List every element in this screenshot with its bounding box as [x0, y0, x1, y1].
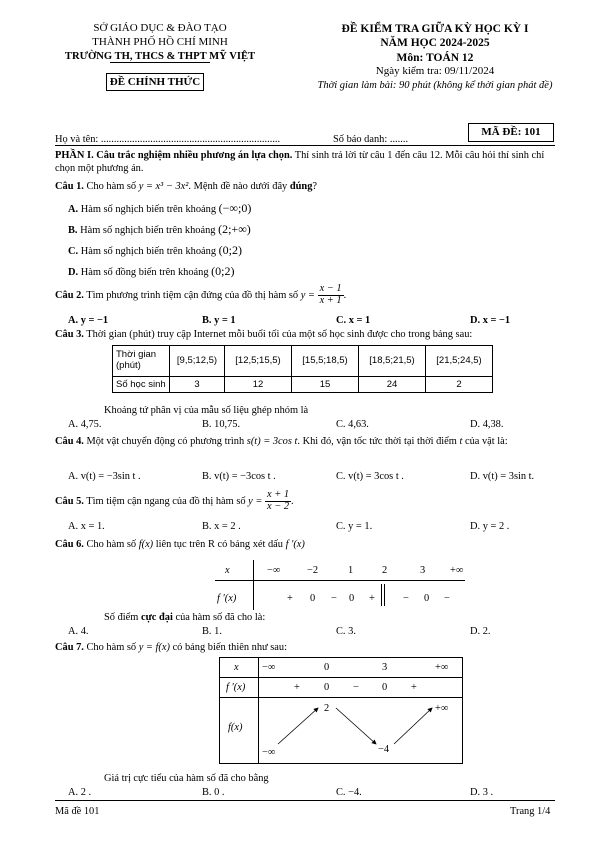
q6-sign: +	[369, 593, 375, 604]
q7-sign: 0	[382, 682, 388, 693]
arrow-up	[278, 708, 318, 744]
q6-option-b[interactable]: B. 1.	[202, 626, 222, 637]
q7-text: Cho hàm số	[83, 642, 139, 653]
q7-label: Câu 7.	[55, 642, 84, 653]
q7-formula: y = f(x)	[138, 642, 170, 653]
q1-formula: y = x³ − 3x²	[138, 181, 189, 192]
q3-label: Câu 3.	[55, 329, 84, 340]
q4-option-c[interactable]: C. v(t) = 3cos t .	[336, 471, 404, 482]
arrow-down	[336, 708, 376, 744]
q7-sign: −	[353, 682, 359, 693]
table-row	[113, 346, 493, 377]
q7-sign: +	[411, 682, 417, 693]
table-cell: Thời gian (phút)	[113, 346, 170, 377]
q1-option-b[interactable]: B. Hàm số nghịch biến trên khoảng (2;+∞)	[68, 222, 251, 236]
table-cell: [12,5;15,5)	[225, 346, 292, 377]
q1-text: Cho hàm số	[83, 181, 139, 192]
q4-text: Một vật chuyển động có phương trình	[83, 436, 247, 447]
table-cell: 24	[359, 377, 426, 393]
table-row	[113, 377, 493, 393]
q2-option-d[interactable]: D. x = −1	[470, 315, 511, 326]
exam-title: ĐỀ KIỂM TRA GIỮA KỲ HỌC KỲ I	[341, 23, 529, 35]
footer-exam-code: Mã đề 101	[55, 806, 100, 817]
q7-f-value: −∞	[262, 747, 276, 758]
q6-x-value: −2	[307, 565, 319, 576]
q7-x-value: +∞	[435, 662, 449, 673]
q3-text: Thời gian (phút) truy cập Internet mỗi buổi tối của một số học sinh được cho trong bảng sau:	[83, 329, 473, 340]
q7-f-value: −4	[378, 744, 390, 755]
exam-date: Ngày kiểm tra: 09/11/2024	[375, 65, 495, 78]
q4-option-a[interactable]: A. v(t) = −3sin t .	[68, 471, 141, 482]
q6-sign: −	[444, 593, 450, 604]
subject: Môn: TOÁN 12	[396, 51, 474, 64]
q6-x-value: −∞	[267, 565, 281, 576]
q7-option-a[interactable]: A. 2 .	[68, 787, 92, 798]
q2-option-b[interactable]: B. y = 1	[202, 315, 236, 326]
q7-sign: 0	[324, 682, 330, 693]
q5-option-a[interactable]: A. x = 1.	[68, 521, 105, 532]
q6-option-a[interactable]: A. 4.	[68, 626, 89, 637]
q6-x-value: 2	[382, 565, 388, 576]
q7-sign: +	[294, 682, 300, 693]
q7-followup: Giá trị cực tiểu của hàm số đã cho bằng	[104, 773, 269, 784]
school-name: TRƯỜNG TH, THCS & THPT MỸ VIỆT	[64, 50, 256, 62]
q4-label: Câu 4.	[55, 436, 84, 447]
q5-option-b[interactable]: B. x = 2 .	[202, 521, 241, 532]
q7-f-value: +∞	[435, 703, 449, 714]
q6-fpx: f ′(x)	[285, 539, 305, 550]
table-cell: [9,5;12,5)	[170, 346, 225, 377]
q4-t: t	[459, 436, 463, 447]
q5-option-d[interactable]: D. y = 2 .	[470, 521, 510, 532]
q7-text-b: có bảng biến thiên như sau:	[169, 642, 287, 653]
table-cell: 12	[225, 377, 292, 393]
school-year: NĂM HỌC 2024-2025	[380, 37, 490, 50]
q4-text-c: của vật là:	[462, 436, 508, 447]
q6-sign: 0	[310, 593, 316, 604]
table-cell: 15	[292, 377, 359, 393]
q7-option-b[interactable]: B. 0 .	[202, 787, 225, 798]
table-cell: 2	[426, 377, 493, 393]
part1-instruction: Thí sinh trả lời từ câu 1 đến câu 12. Mỗi câu hỏi thí sinh chỉ chọn một phương án.	[55, 150, 545, 174]
q6-label: Câu 6.	[55, 539, 84, 550]
q4-formula: s(t) = 3cos t	[246, 436, 298, 447]
q3-option-d[interactable]: D. 4,38.	[470, 419, 504, 430]
q6-fx: f(x)	[138, 539, 154, 550]
q7-f-value: 2	[324, 703, 330, 714]
q6-sign: +	[287, 593, 293, 604]
q3-option-a[interactable]: A. 4,75.	[68, 419, 102, 430]
q7-arrows	[220, 698, 462, 762]
q6-x-value: 1	[348, 565, 354, 576]
q6-fp-label: f ′(x)	[217, 593, 237, 604]
footer-page-number: Trang 1/4	[510, 806, 551, 817]
city-name: THÀNH PHỐ HỒ CHÍ MINH	[92, 35, 228, 48]
table-cell: [15,5;18,5)	[292, 346, 359, 377]
q2-text: Tìm phương trình tiệm cận đứng của đồ thị hàm số	[83, 289, 301, 301]
arrow-up	[394, 708, 432, 744]
exam-duration: Thời gian làm bài: 90 phút (không kể thời gian phát đề)	[317, 79, 553, 91]
q1-option-d[interactable]: D. Hàm số đồng biến trên khoảng (0;2)	[68, 264, 235, 278]
q3-frequency-table	[112, 345, 493, 393]
q6-sign: −	[403, 593, 409, 604]
q6-undefined-bar	[381, 584, 382, 606]
q1-text-c: ?	[312, 181, 318, 192]
q6-sign: −	[331, 593, 337, 604]
q6-followup: Số điểm cực đại của hàm số đã cho là:	[104, 612, 266, 623]
q1-option-a[interactable]: A. Hàm số nghịch biến trên khoảng (−∞;0)	[68, 201, 252, 215]
q3-option-b[interactable]: B. 10,75.	[202, 419, 241, 430]
q5-label: Câu 5.	[55, 495, 84, 507]
q1-label: Câu 1.	[55, 181, 84, 192]
q6-text: Cho hàm số	[83, 539, 139, 550]
q2-option-c[interactable]: C. x = 1	[336, 315, 371, 326]
q6-sign: 0	[424, 593, 430, 604]
q6-undefined-bar	[384, 584, 385, 606]
q7-fp-label: f ′(x)	[226, 682, 246, 693]
footer-rule	[55, 800, 555, 801]
q3-option-c[interactable]: C. 4,63.	[336, 419, 369, 430]
q1-option-c[interactable]: C. Hàm số nghịch biến trên khoảng (0;2)	[68, 243, 242, 257]
header-divider	[110, 62, 210, 63]
q7-x-value: 0	[324, 662, 330, 673]
q6-text-b: liên tục trên R có bảng xét dấu	[153, 539, 286, 550]
q6-x-value: +∞	[450, 565, 464, 576]
q1-text-b: . Mệnh đề nào dưới đây	[188, 181, 290, 192]
q4-option-b[interactable]: B. v(t) = −3cos t .	[202, 471, 276, 482]
q2-y: y =	[300, 289, 315, 301]
q5-fraction: $\frac{x + 1}{x - 2}$	[267, 489, 290, 512]
q4-text-b: . Khi đó, vận tốc tức thời tại thời điểm	[297, 436, 460, 447]
q7-f-label: f(x)	[228, 722, 243, 733]
exam-code-box: MÃ ĐỀ: 101	[468, 123, 554, 142]
part1-title: PHẦN I. Câu trắc nghiệm nhiều phương án lựa chọn.	[55, 150, 293, 161]
q1-emphasis: đúng	[289, 181, 313, 192]
q7-option-d[interactable]: D. 3 .	[470, 787, 494, 798]
q6-option-d[interactable]: D. 2.	[470, 626, 491, 637]
q5-y: y =	[248, 495, 263, 507]
q6-x-label: x	[225, 565, 230, 576]
q7-variation-table	[219, 657, 463, 764]
official-label: ĐỀ CHÍNH THỨC	[106, 73, 204, 91]
department-name: SỞ GIÁO DỤC & ĐÀO TẠO	[93, 22, 227, 34]
q5-option-c[interactable]: C. y = 1.	[336, 521, 373, 532]
student-name-field: Họ và tên: .....................................................................	[55, 134, 281, 145]
table-cell: [21,5;24,5)	[426, 346, 493, 377]
q2-option-a[interactable]: A. y = −1	[68, 315, 109, 326]
section-rule	[55, 145, 555, 146]
student-id-field: Số báo danh: .......	[333, 134, 409, 145]
table-cell: Số học sinh	[113, 377, 170, 393]
q7-option-c[interactable]: C. −4.	[336, 787, 362, 798]
q7-x-value: −∞	[262, 662, 276, 673]
q6-option-c[interactable]: C. 3.	[336, 626, 356, 637]
q3-followup: Khoảng tứ phân vị của mẫu số liệu ghép nhóm là	[104, 405, 309, 416]
q6-sign: 0	[349, 593, 355, 604]
q2-fraction: $\frac{x - 1}{x + 1}$	[319, 283, 342, 306]
q7-x-value: 3	[382, 662, 388, 673]
q6-x-value: 3	[420, 565, 426, 576]
q4-option-d[interactable]: D. v(t) = 3sin t.	[470, 471, 535, 482]
q5-text: Tìm tiệm cận ngang của đồ thị hàm số	[83, 495, 249, 507]
table-cell: 3	[170, 377, 225, 393]
table-cell: [18,5;21,5)	[359, 346, 426, 377]
q6-sign-chart	[215, 560, 465, 612]
q2-label: Câu 2.	[55, 289, 84, 301]
q7-x-label: x	[234, 662, 239, 673]
